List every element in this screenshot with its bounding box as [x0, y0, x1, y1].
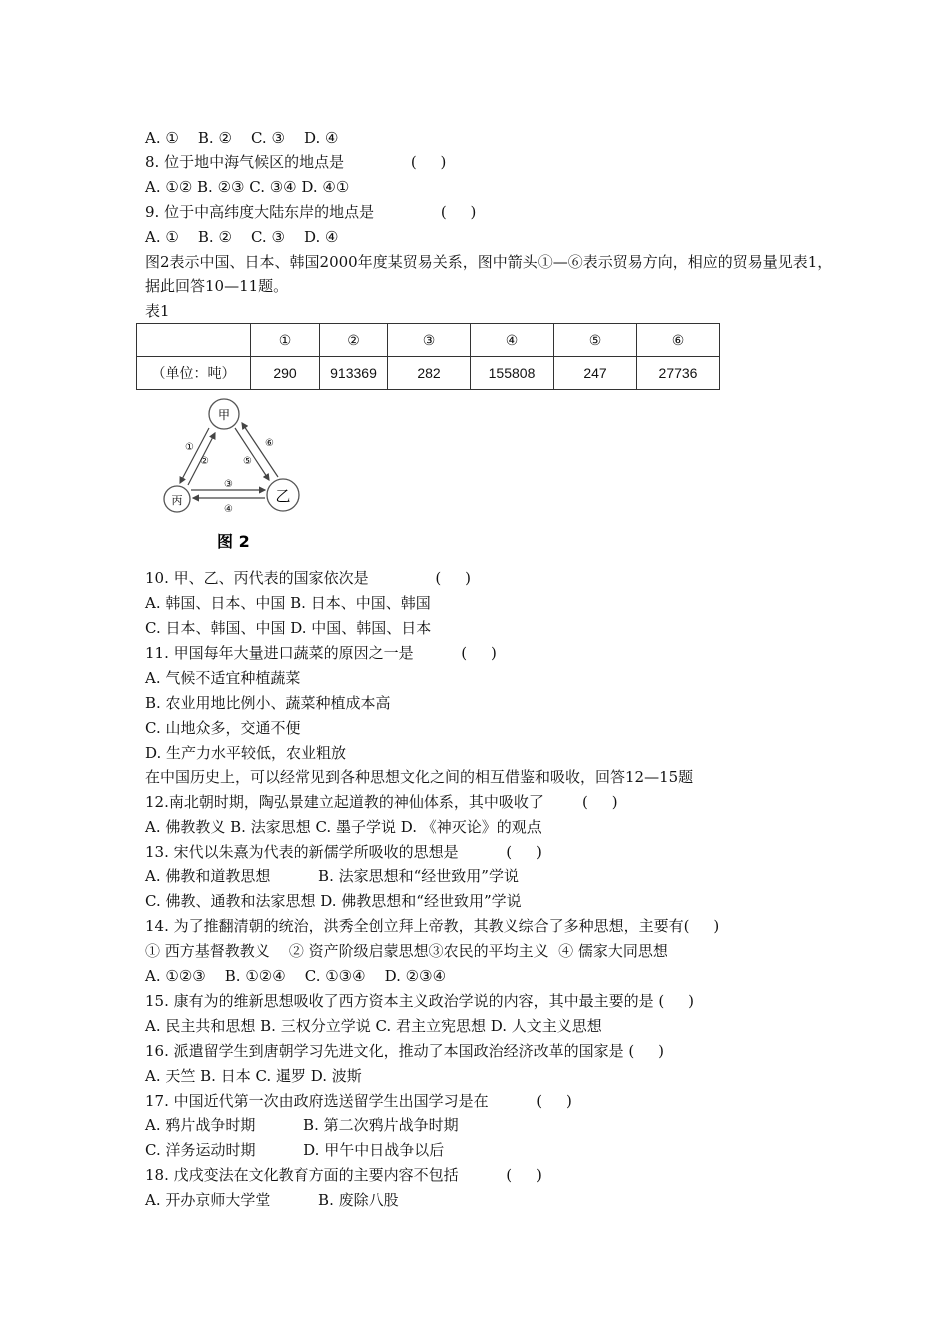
node-jia-label: 甲: [217, 408, 231, 422]
q11-option-c: C. 山地众多，交通不便: [145, 719, 301, 737]
trade-table: [136, 323, 720, 390]
q8-options: A. ①② B. ②③ C. ③④ D. ④①: [145, 178, 350, 196]
q11-option-d: D. 生产力水平较低，农业粗放: [145, 744, 347, 762]
q10-options-cd: C. 日本、韩国、中国 D. 中国、韩国、日本: [145, 619, 432, 637]
table-cell: 155808: [471, 357, 554, 390]
q13-stem: 13. 宋代以朱熹为代表的新儒学所吸收的思想是 ( ): [145, 843, 542, 861]
arrow-6-label: ⑥: [265, 438, 274, 449]
q10-stem: 10. 甲、乙、丙代表的国家依次是 ( ): [145, 569, 471, 587]
q17-options-ab: A. 鸦片战争时期 B. 第二次鸦片战争时期: [145, 1116, 459, 1134]
q10-options-ab: A. 韩国、日本、中国 B. 日本、中国、韩国: [145, 594, 431, 612]
q11-option-a: A. 气候不适宜种植蔬菜: [145, 669, 301, 687]
q13-options-cd: C. 佛教、通教和法家思想 D. 佛教思想和“经世致用”学说: [145, 892, 522, 910]
table-cell: 290: [251, 357, 320, 390]
q8-stem: 8. 位于地中海气候区的地点是 ( ): [145, 153, 447, 171]
table-header-cell: ②: [320, 324, 388, 357]
q9-options: A. ① B. ② C. ③ D. ④: [145, 228, 339, 246]
table-header-row: [137, 324, 720, 357]
q12-stem: 12.南北朝时期，陶弘景建立起道教的神仙体系，其中吸收了 ( ): [145, 793, 618, 811]
trade-diagram: [155, 392, 335, 557]
q16-stem: 16. 派遣留学生到唐朝学习先进文化，推动了本国政治经济改革的国家是 ( ): [145, 1042, 664, 1060]
table-header-cell: [137, 324, 251, 357]
q14-options: A. ①②③ B. ①②④ C. ①③④ D. ②③④: [145, 967, 447, 985]
table-header-cell: ⑥: [637, 324, 720, 357]
node-bing-label: 丙: [171, 494, 183, 507]
node-yi-label: 乙: [275, 487, 291, 505]
figure-caption: 图 2: [217, 532, 250, 551]
q17-options-cd: C. 洋务运动时期 D. 甲午中日战争以后: [145, 1141, 445, 1159]
q15-options: A. 民主共和思想 B. 三权分立学说 C. 君主立宪思想 D. 人文主义思想: [145, 1017, 602, 1035]
q7-options: A. ① B. ② C. ③ D. ④: [145, 129, 339, 147]
q16-options: A. 天竺 B. 日本 C. 暹罗 D. 波斯: [145, 1067, 362, 1085]
table-cell: 27736: [637, 357, 720, 390]
table-cell: （单位：吨）: [137, 357, 251, 390]
arrow-3-label: ③: [224, 479, 233, 490]
q15-stem: 15. 康有为的维新思想吸收了西方资本主义政治学说的内容，其中最主要的是 ( ): [145, 992, 694, 1010]
section-intro: 在中国历史上，可以经常见到各种思想文化之间的相互借鉴和吸收，回答12—15题: [145, 768, 694, 786]
table-cell: 247: [554, 357, 637, 390]
q18-stem: 18. 戊戌变法在文化教育方面的主要内容不包括 ( ): [145, 1166, 542, 1184]
table-header-cell: ④: [471, 324, 554, 357]
table-caption: 表1: [145, 302, 170, 320]
table-header-cell: ③: [388, 324, 471, 357]
arrow-6: [242, 423, 278, 477]
q11-stem: 11. 甲国每年大量进口蔬菜的原因之一是 ( ): [145, 644, 497, 662]
q14-items: ① 西方基督教教义 ② 资产阶级启蒙思想③农民的平均主义 ④ 儒家大同思想: [145, 942, 668, 960]
arrow-5-label: ⑤: [243, 456, 252, 467]
table-cell: 913369: [320, 357, 388, 390]
arrow-1-label: ①: [185, 442, 194, 453]
table-cell: 282: [388, 357, 471, 390]
arrow-2-label: ②: [200, 456, 209, 467]
q17-stem: 17. 中国近代第一次由政府选送留学生出国学习是在 ( ): [145, 1092, 572, 1110]
q14-stem: 14. 为了推翻清朝的统治，洪秀全创立拜上帝教，其教义综合了多种思想，主要有( ): [145, 917, 720, 935]
table-header-cell: ⑤: [554, 324, 637, 357]
figure-intro: 图2表示中国、日本、韩国2000年度某贸易关系，图中箭头①—⑥表示贸易方向，相应的贸易量见表1，据此回答10—11题。: [145, 253, 833, 295]
table-row: [137, 357, 720, 390]
arrow-5: [235, 428, 269, 480]
q18-options-ab: A. 开办京师大学堂 B. 废除八股: [145, 1191, 399, 1209]
table-header-cell: ①: [251, 324, 320, 357]
q12-options: A. 佛教教义 B. 法家思想 C. 墨子学说 D. 《神灭论》的观点: [145, 818, 542, 836]
arrow-4-label: ④: [224, 504, 233, 515]
q9-stem: 9. 位于中高纬度大陆东岸的地点是 ( ): [145, 203, 477, 221]
q11-option-b: B. 农业用地比例小、蔬菜种植成本高: [145, 694, 391, 712]
q13-options-ab: A. 佛教和道教思想 B. 法家思想和“经世致用”学说: [145, 867, 519, 885]
